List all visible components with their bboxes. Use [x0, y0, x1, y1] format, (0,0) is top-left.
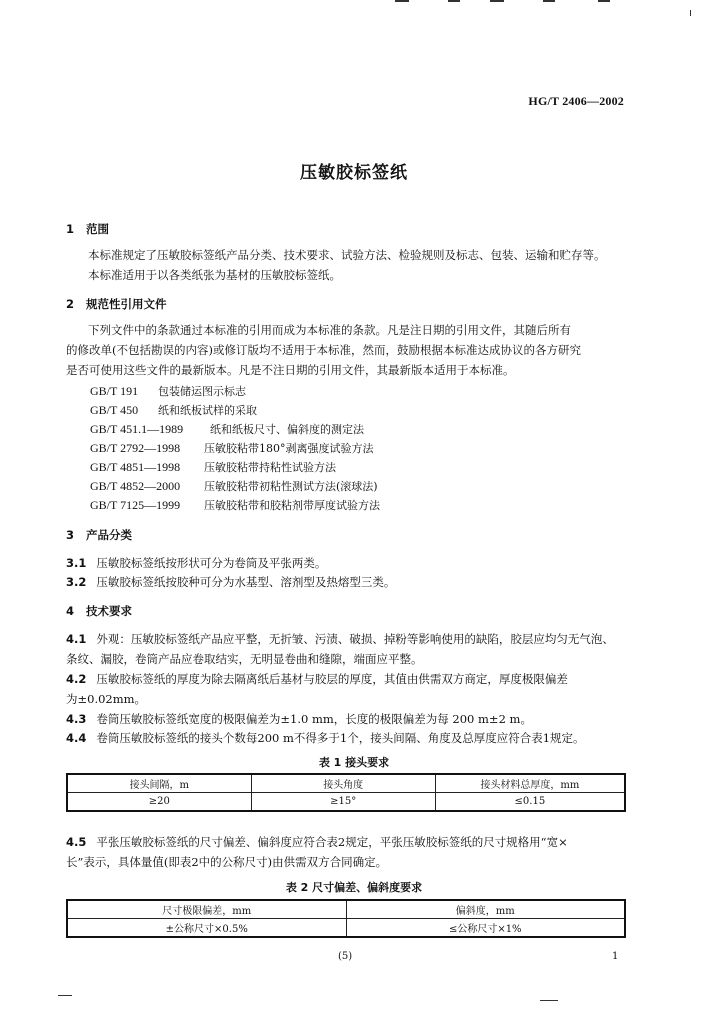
table-cell: ≤公称尺寸×1% — [346, 919, 625, 938]
paragraph: 本标准适用于以各类纸张为基材的压敏胶标签纸。 — [88, 268, 341, 282]
section-heading-4 — [66, 603, 132, 619]
scan-mark — [690, 10, 691, 16]
clause-number: 4.2 — [66, 672, 87, 686]
table-cell: ≤0.15 — [435, 793, 625, 812]
paragraph-line: 下列文件中的条款通过本标准的引用而成为本标准的条款。凡是注日期的引用文件，其随后所有 — [88, 323, 571, 337]
reference-title: 纸和纸板试样的采取 — [158, 404, 257, 417]
scan-mark — [543, 0, 555, 2]
standard-code: HG/T 2406—2002 — [528, 94, 624, 108]
clause-4-3 — [66, 709, 532, 729]
clause-4-4 — [66, 728, 585, 748]
clause-number: 4.3 — [66, 712, 87, 726]
section-heading-1 — [66, 221, 109, 237]
reference-title: 压敏胶粘带和胶粘剂带厚度试验方法 — [204, 499, 380, 512]
reference-title: 压敏胶粘带初粘性测试方法(滚球法) — [204, 480, 378, 493]
clause-text: 压敏胶标签纸按胶种可分为水基型、溶剂型及热熔型三类。 — [96, 575, 396, 589]
scan-mark — [598, 0, 610, 2]
clause-4-2 — [66, 669, 568, 689]
paragraph: 本标准规定了压敏胶标签纸产品分类、技术要求、试验方法、检验规则及标志、包装、运输和贮存等。 — [88, 248, 606, 262]
scan-mark — [540, 1000, 558, 1001]
table-cell: ≥15° — [251, 793, 435, 812]
reference-item — [90, 497, 380, 513]
clause-text: 压敏胶标签纸按形状可分为卷筒及平张两类。 — [96, 556, 327, 570]
footer-section-mark: (5) — [338, 951, 353, 962]
paragraph-line: 长”表示，具体量值(即表2中的公称尺寸)由供需双方合同确定。 — [66, 855, 388, 869]
table-header-cell: 接头间隔，m — [67, 774, 251, 793]
table-header-cell: 接头角度 — [251, 774, 435, 793]
clause-number: 4.4 — [66, 731, 87, 745]
table-header-row — [67, 774, 625, 793]
section-title: 规范性引用文件 — [86, 297, 167, 311]
clause-number: 4.5 — [66, 835, 87, 849]
section-number: 1 — [66, 222, 75, 236]
table-header-cell: 接头材料总厚度，mm — [435, 774, 625, 793]
clause-4-1 — [66, 629, 614, 649]
reference-code: GB/T 4851—1998 — [90, 460, 181, 474]
paragraph-line: 是否可使用这些文件的最新版本。凡是不注日期的引用文件，其最新版本适用于本标准。 — [66, 363, 515, 377]
table-header-row — [67, 900, 625, 919]
table-cell: ≥20 — [67, 793, 251, 812]
table-1 — [66, 773, 626, 812]
table-header-cell: 尺寸极限偏差，mm — [67, 900, 346, 919]
reference-code: GB/T 451.1—1989 — [90, 422, 184, 436]
clause-text: 外观：压敏胶标签纸产品应平整，无折皱、污渍、破损、掉粉等影响使用的缺陷，胶层应均匀无气泡、 — [96, 632, 614, 646]
paragraph-line: 的修改单(不包括勘误的内容)或修订版均不适用于本标准，然而，鼓励根据本标准达成协议的各方研究 — [66, 343, 581, 357]
page-title: 压敏胶标签纸 — [300, 163, 408, 183]
clause-text: 卷筒压敏胶标签纸的接头个数每200 m不得多于1个，接头间隔、角度及总厚度应符合表1规定。 — [96, 731, 585, 745]
reference-title: 压敏胶粘带180°剥离强度试验方法 — [204, 442, 374, 455]
table-2-caption: 表 2 尺寸偏差、偏斜度要求 — [285, 881, 423, 894]
clause-number: 3.2 — [66, 575, 87, 589]
reference-item — [90, 402, 257, 418]
section-number: 2 — [66, 297, 75, 311]
reference-title: 纸和纸板尺寸、偏斜度的测定法 — [210, 423, 364, 436]
page-number: 1 — [612, 951, 619, 962]
scan-mark — [490, 0, 504, 2]
reference-code: GB/T 2792—1998 — [90, 441, 181, 455]
paragraph-line: 为±0.02mm。 — [66, 692, 147, 706]
reference-code: GB/T 450 — [90, 403, 139, 417]
section-title: 技术要求 — [86, 604, 132, 618]
paragraph-line: 条纹、漏胶，卷筒产品应卷取结实，无明显卷曲和缝隙，端面应平整。 — [66, 652, 423, 666]
scan-mark — [395, 0, 409, 2]
section-title: 产品分类 — [86, 528, 132, 542]
reference-item — [90, 440, 374, 456]
table-row — [67, 793, 625, 812]
section-heading-2 — [66, 296, 167, 312]
section-title: 范围 — [86, 222, 109, 236]
scan-mark — [58, 995, 72, 996]
reference-item — [90, 421, 364, 437]
section-heading-3 — [66, 527, 132, 543]
table-2 — [66, 899, 626, 938]
section-number: 4 — [66, 604, 75, 618]
clause-text: 卷筒压敏胶标签纸宽度的极限偏差为±1.0 mm，长度的极限偏差为每 200 m±2 m。 — [96, 712, 532, 726]
clause-3-1 — [66, 553, 326, 573]
table-header-cell: 偏斜度，mm — [346, 900, 625, 919]
reference-title: 包装储运图示标志 — [158, 385, 246, 398]
reference-item — [90, 459, 336, 475]
section-number: 3 — [66, 528, 75, 542]
reference-code: GB/T 4852—2000 — [90, 479, 181, 493]
reference-item — [90, 478, 378, 494]
reference-code: GB/T 191 — [90, 384, 139, 398]
reference-title: 压敏胶粘带持粘性试验方法 — [204, 461, 336, 474]
clause-text: 压敏胶标签纸的厚度为除去隔离纸后基材与胶层的厚度，其值由供需双方商定，厚度极限偏差 — [96, 672, 568, 686]
clause-4-5 — [66, 832, 568, 852]
table-cell: ±公称尺寸×0.5% — [67, 919, 346, 938]
reference-item — [90, 383, 246, 399]
clause-3-2 — [66, 572, 395, 592]
reference-code: GB/T 7125—1999 — [90, 498, 181, 512]
clause-number: 4.1 — [66, 632, 87, 646]
clause-number: 3.1 — [66, 556, 87, 570]
table-1-caption: 表 1 接头要求 — [318, 756, 390, 769]
scan-mark — [448, 0, 460, 2]
table-row — [67, 919, 625, 938]
clause-text: 平张压敏胶标签纸的尺寸偏差、偏斜度应符合表2规定，平张压敏胶标签纸的尺寸规格用“宽× — [96, 835, 568, 849]
